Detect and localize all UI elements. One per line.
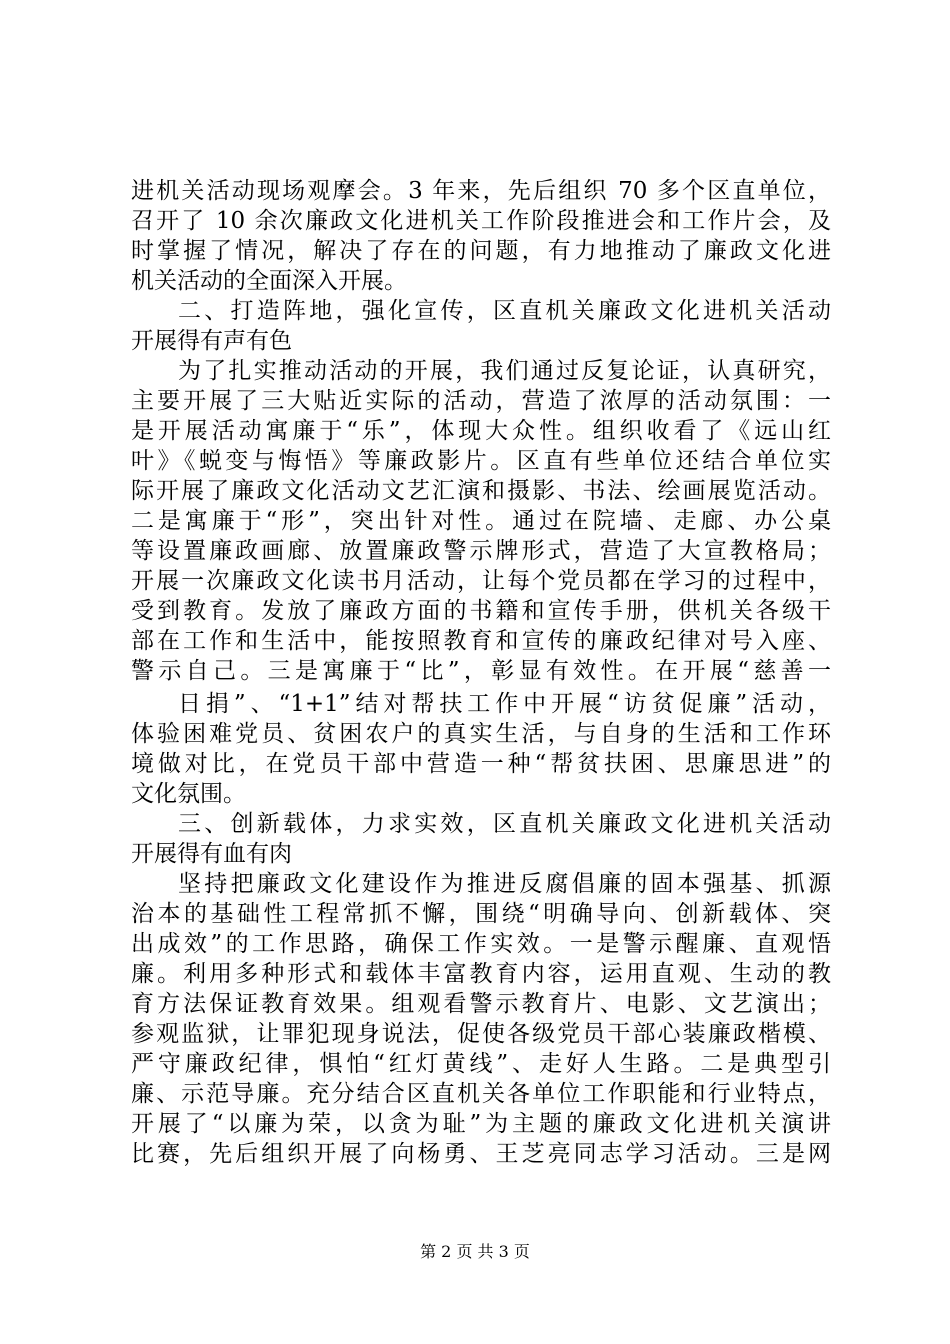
text-line: 日捐”、“1+1”结对帮扶工作中开展“访贫促廉”活动， (178, 691, 831, 717)
text-line: 文化氛围。 (131, 781, 246, 807)
text-line: 等设置廉政画廊、放置廉政警示牌形式，营造了大宣教格局； (131, 538, 831, 564)
section-heading-line: 开展得有血有肉 (131, 841, 292, 867)
text-line: 参观监狱，让罪犯现身说法，促使各级党员干部心装廉政楷模、 (131, 1021, 831, 1047)
text-line: 机关活动的全面深入开展。 (131, 268, 407, 294)
text-line: 二是寓廉于“形”，突出针对性。通过在院墙、走廊、办公桌 (131, 508, 831, 534)
text-line: 为了扎实推动活动的开展，我们通过反复论证，认真研究， (178, 358, 831, 384)
text-line: 境做对比，在党员干部中营造一种“帮贫扶困、思廉思进”的 (131, 751, 831, 777)
text-line: 进机关活动现场观摩会。3 年来，先后组织 70 多个区直单位， (131, 178, 831, 204)
text-line: 育方法保证教育效果。组观看警示教育片、电影、文艺演出； (131, 991, 831, 1017)
text-line: 受到教育。发放了廉政方面的书籍和宣传手册，供机关各级干 (131, 598, 831, 624)
section-heading-line: 三、创新载体，力求实效，区直机关廉政文化进机关活动 (178, 811, 831, 837)
text-line: 是开展活动寓廉于“乐”，体现大众性。组织收看了《远山红 (131, 418, 831, 444)
text-line: 叶》《蜕变与悔悟》等廉政影片。区直有些单位还结合单位实 (131, 448, 831, 474)
page-number-footer: 第 2 页 共 3 页 (420, 1242, 530, 1261)
section-heading-line: 开展得有声有色 (131, 328, 292, 354)
text-line: 主要开展了三大贴近实际的活动，营造了浓厚的活动氛围：一 (131, 388, 831, 414)
text-line: 际开展了廉政文化活动文艺汇演和摄影、书法、绘画展览活动。 (131, 478, 831, 504)
text-line: 出成效”的工作思路，确保工作实效。一是警示醒廉、直观悟 (131, 931, 831, 957)
text-line: 廉、示范导廉。充分结合区直机关各单位工作职能和行业特点， (131, 1081, 831, 1107)
text-line: 比赛，先后组织开展了向杨勇、王芝亮同志学习活动。三是网 (131, 1141, 831, 1167)
text-line: 开展了“以廉为荣，以贪为耻”为主题的廉政文化进机关演讲 (131, 1111, 831, 1137)
text-line: 坚持把廉政文化建设作为推进反腐倡廉的固本强基、抓源 (178, 871, 831, 897)
section-heading-line: 二、打造阵地，强化宣传，区直机关廉政文化进机关活动 (178, 298, 831, 324)
text-line: 体验困难党员、贫困农户的真实生活，与自身的生活和工作环 (131, 721, 831, 747)
text-line: 警示自己。三是寓廉于“比”，彰显有效性。在开展“慈善一 (131, 658, 831, 684)
text-line: 廉。利用多种形式和载体丰富教育内容，运用直观、生动的教 (131, 961, 831, 987)
text-line: 开展一次廉政文化读书月活动，让每个党员都在学习的过程中， (131, 568, 831, 594)
text-line: 治本的基础性工程常抓不懈，围绕“明确导向、创新载体、突 (131, 901, 831, 927)
text-line: 严守廉政纪律，惧怕“红灯黄线”、走好人生路。二是典型引 (131, 1051, 831, 1077)
text-line: 部在工作和生活中，能按照教育和宣传的廉政纪律对号入座、 (131, 628, 831, 654)
text-line: 时掌握了情况，解决了存在的问题，有力地推动了廉政文化进 (131, 238, 831, 264)
text-line: 召开了 10 余次廉政文化进机关工作阶段推进会和工作片会，及 (131, 208, 831, 234)
